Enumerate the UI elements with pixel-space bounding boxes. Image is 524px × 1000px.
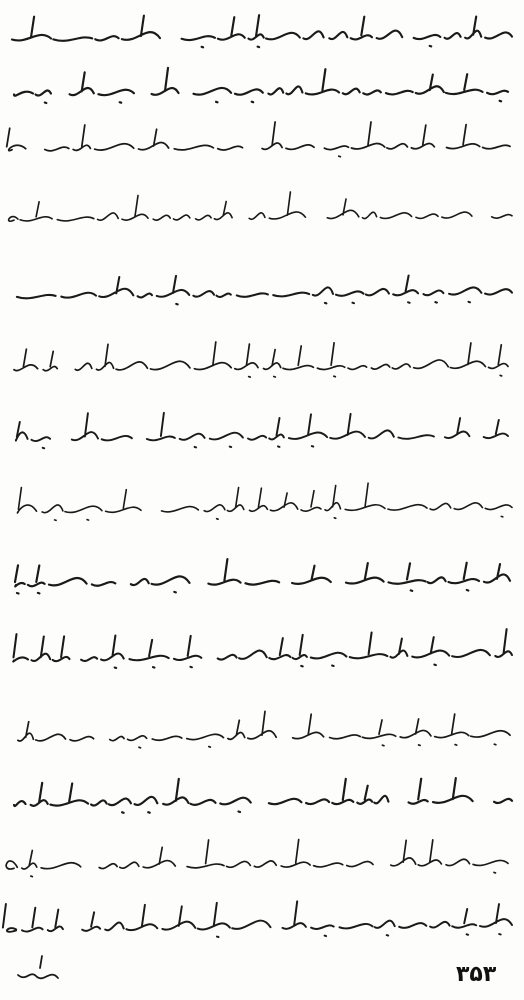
script-line-10	[13, 629, 512, 668]
script-line-7	[16, 413, 508, 449]
script-line-12	[14, 778, 512, 813]
marginal-note	[18, 956, 58, 978]
script-line-4	[9, 192, 512, 221]
script-line-5	[17, 276, 512, 305]
script-line-1	[12, 15, 512, 47]
script-line-2	[14, 68, 508, 103]
script-line-3	[7, 122, 510, 157]
script-line-11	[18, 711, 510, 747]
script-line-8	[17, 483, 512, 520]
script-line-13	[6, 840, 508, 877]
script-line-9	[15, 559, 510, 593]
script-line-6	[14, 342, 508, 377]
page-number: ۳۵۳	[456, 962, 497, 987]
script-line-14	[3, 901, 512, 937]
